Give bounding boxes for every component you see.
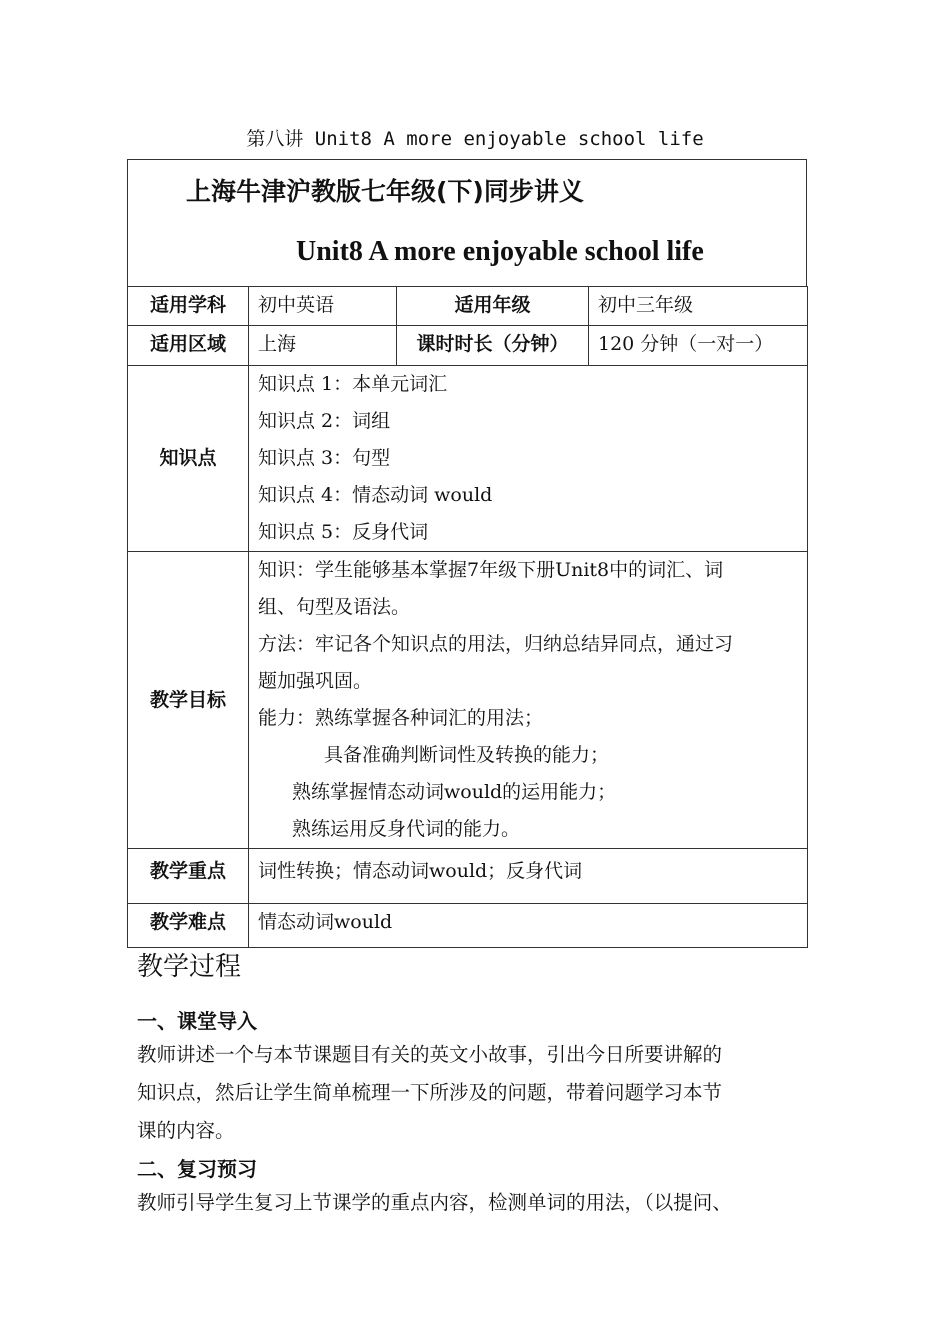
duration-label: 课时时长（分钟） [397, 326, 589, 366]
knowledge-point: 知识点 2：词组 [258, 410, 391, 432]
duration-value: 120 分钟（一对一） [589, 326, 808, 366]
knowledge-label: 知识点 [128, 366, 249, 552]
section1-title: 一、课堂导入 [137, 1009, 257, 1033]
goal-line: 组、句型及语法。 [258, 596, 411, 618]
goal-line: 方法：牢记各个知识点的用法，归纳总结异同点，通过习 [258, 633, 734, 655]
grade-value: 初中三年级 [589, 287, 808, 326]
knowledge-point: 知识点 1：本单元词汇 [258, 373, 448, 395]
difficulty-label: 教学难点 [128, 904, 249, 948]
region-value: 上海 [249, 326, 397, 366]
focus-value: 词性转换；情态动词would；反身代词 [249, 849, 808, 904]
page-title: 第八讲 Unit8 A more enjoyable school life [246, 128, 704, 150]
handout-unit-title: Unit8 A more enjoyable school life [296, 236, 704, 267]
course-info-table [127, 286, 808, 948]
section2-text [137, 1184, 809, 1222]
goals-label: 教学目标 [128, 552, 249, 849]
goal-line: 题加强巩固。 [258, 670, 373, 692]
difficulty-value: 情态动词would [249, 904, 808, 948]
knowledge-point: 知识点 3：句型 [258, 447, 391, 469]
goal-line: 熟练掌握情态动词would的运用能力； [292, 781, 617, 803]
goal-line: 熟练运用反身代词的能力。 [292, 818, 521, 840]
paragraph-line: 教师引导学生复习上节课学的重点内容，检测单词的用法，（以提问、 [137, 1191, 732, 1214]
subject-label: 适用学科 [128, 287, 249, 326]
paragraph-line: 教师讲述一个与本节课题目有关的英文小故事，引出今日所要讲解的 [137, 1043, 723, 1066]
knowledge-point: 知识点 4：情态动词 would [258, 484, 493, 506]
knowledge-points [249, 366, 808, 552]
grade-label: 适用年级 [397, 287, 589, 326]
goals-content [249, 552, 808, 849]
focus-label: 教学重点 [128, 849, 249, 904]
section2-title: 二、复习预习 [137, 1157, 257, 1181]
goal-line: 具备准确判断词性及转换的能力； [324, 744, 610, 766]
handout-series-title: 上海牛津沪教版七年级(下)同步讲义 [186, 177, 584, 206]
difficulty-row [128, 904, 808, 948]
goal-line: 能力：熟练掌握各种词汇的用法； [258, 707, 544, 729]
region-label: 适用区域 [128, 326, 249, 366]
knowledge-point: 知识点 5：反身代词 [258, 521, 429, 543]
paragraph-line: 课的内容。 [137, 1119, 235, 1142]
section1-text [137, 1036, 809, 1150]
paragraph-line: 知识点，然后让学生简单梳理一下所涉及的问题，带着问题学习本节 [137, 1081, 723, 1104]
process-title: 教学过程 [137, 952, 242, 982]
region-row [128, 326, 808, 366]
subject-row [128, 287, 808, 326]
subject-value: 初中英语 [249, 287, 397, 326]
goal-line: 知识：学生能够基本掌握7年级下册Unit8中的词汇、词 [258, 559, 724, 581]
handout-header [127, 159, 807, 287]
focus-row [128, 849, 808, 904]
goals-row [128, 552, 808, 849]
knowledge-row [128, 366, 808, 552]
